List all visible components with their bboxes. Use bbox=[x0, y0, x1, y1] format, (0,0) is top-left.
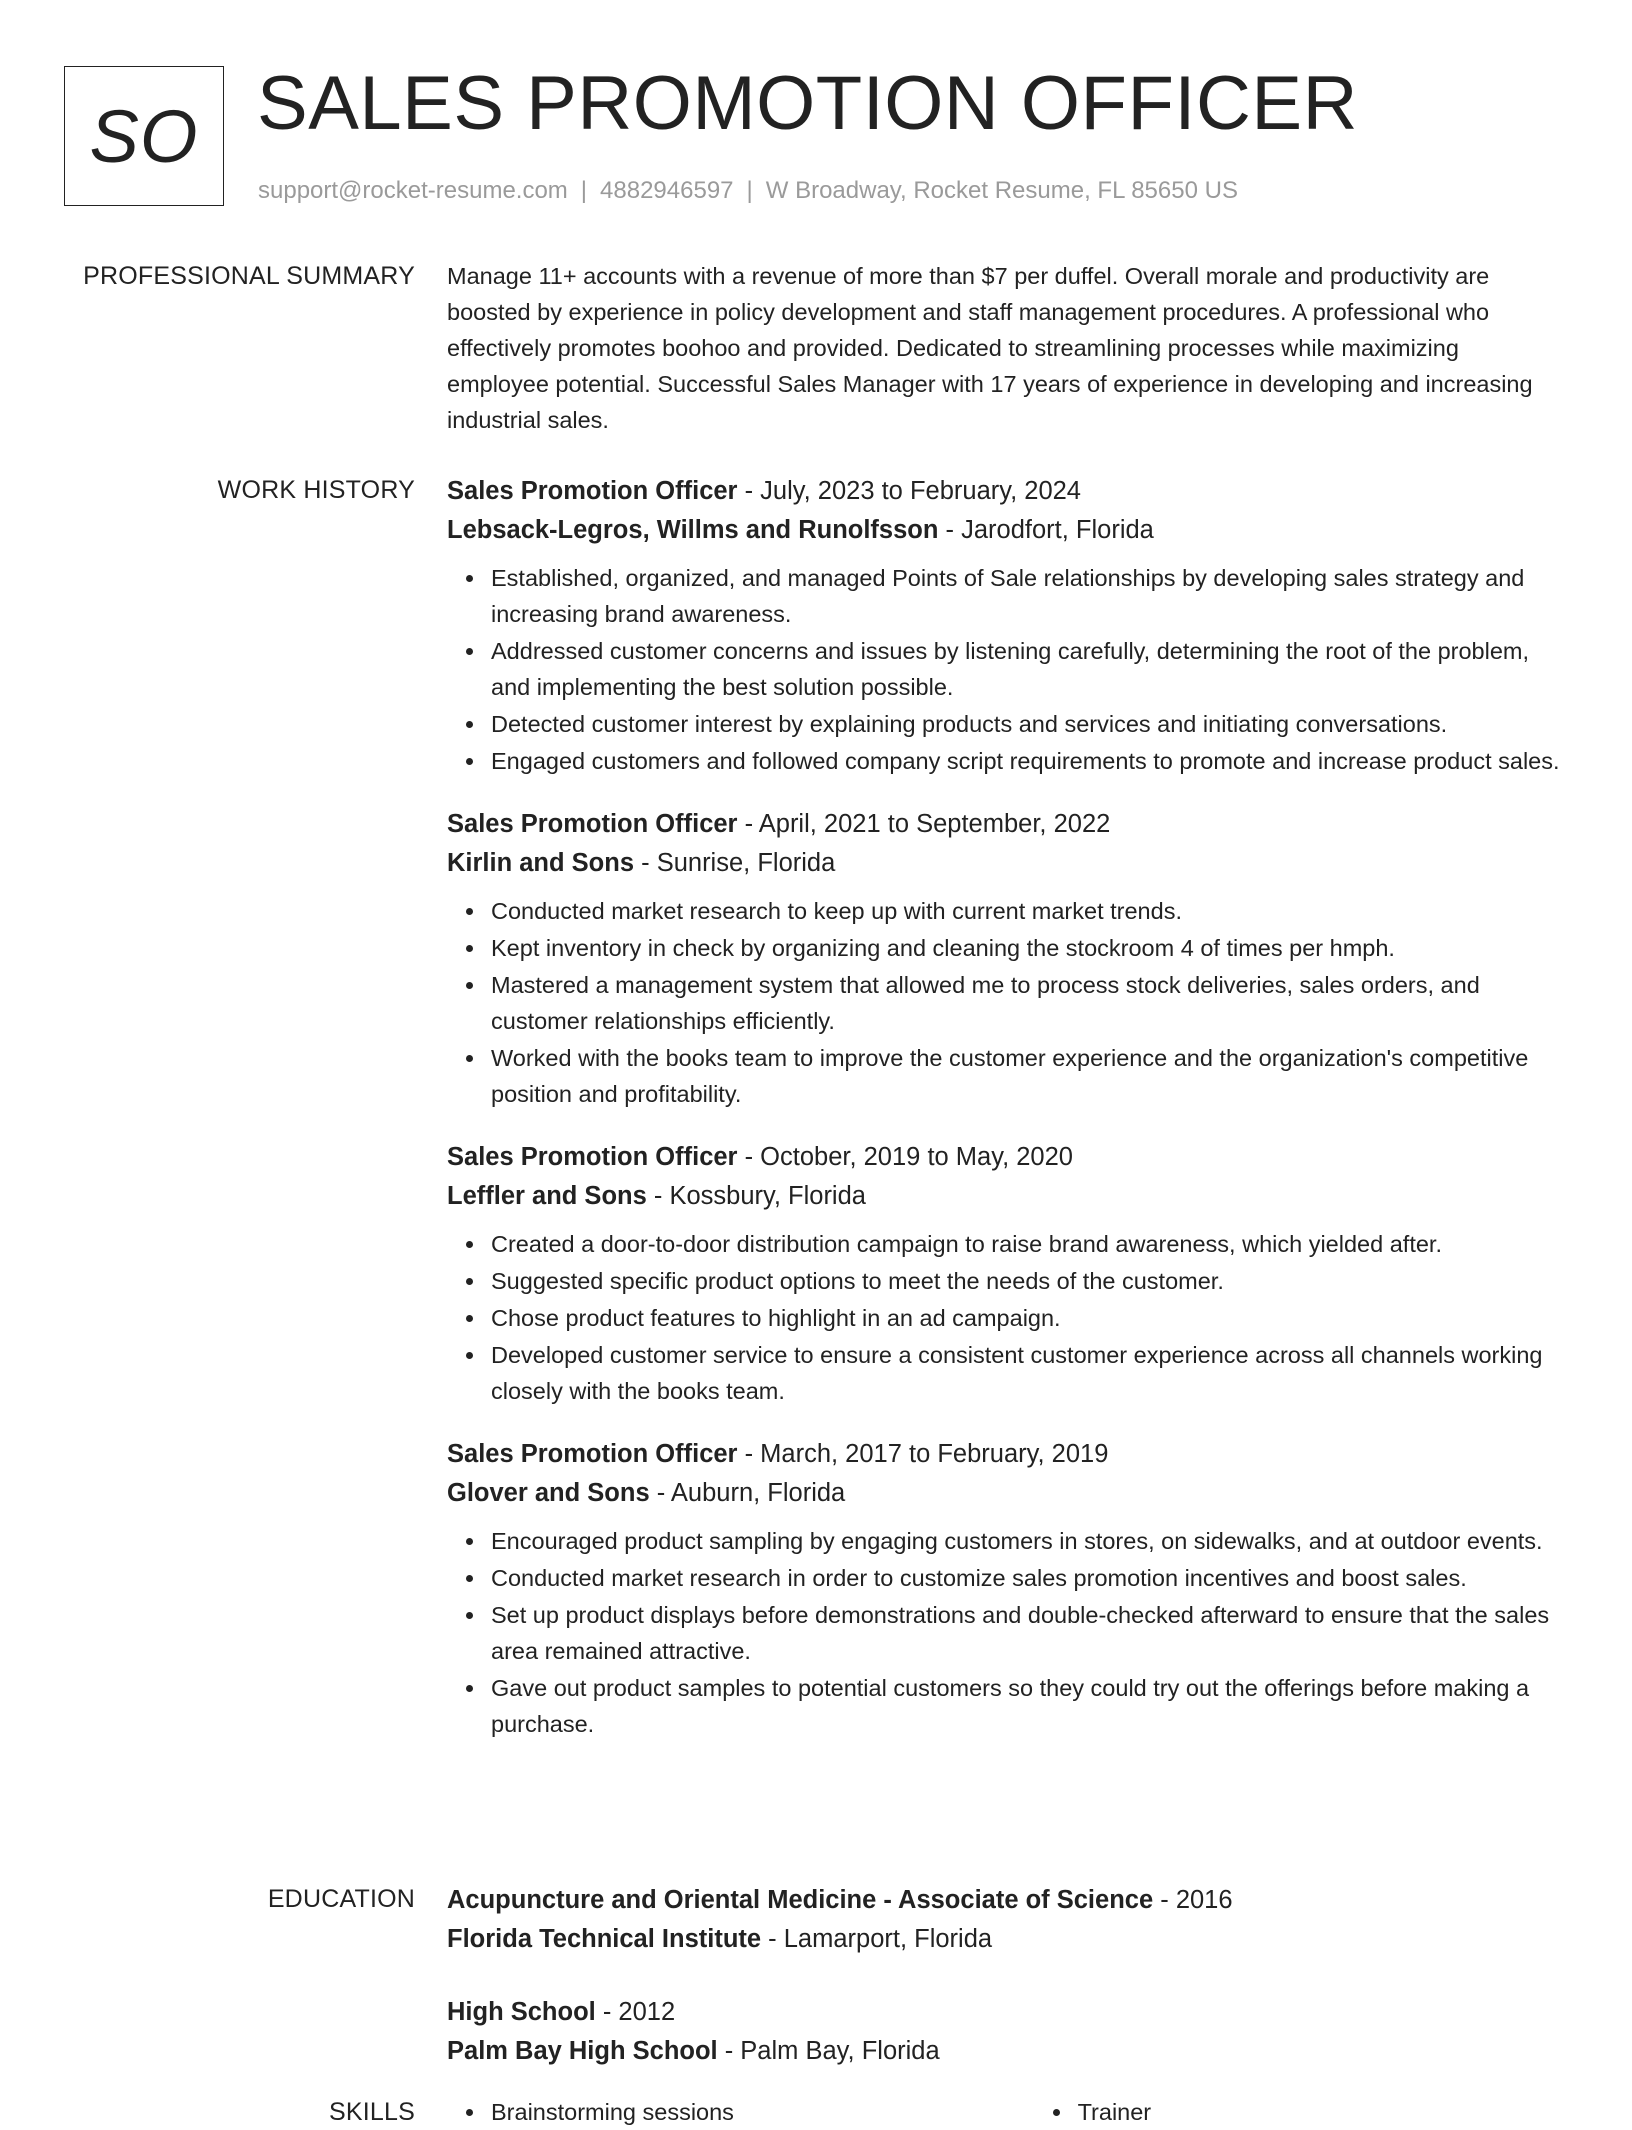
list-item bbox=[447, 1560, 1562, 1596]
job-entry bbox=[447, 1435, 1562, 1742]
job-entry bbox=[447, 805, 1562, 1112]
list-item bbox=[447, 1523, 1562, 1559]
job-title-line bbox=[447, 1435, 1562, 1474]
contact-separator: | bbox=[746, 177, 753, 204]
bullet-text: Chose product features to highlight in an ad campaign. bbox=[491, 1305, 1061, 1331]
job-dates: - March, 2017 to February, 2019 bbox=[737, 1440, 1109, 1468]
summary-body bbox=[447, 258, 1562, 438]
job-company: Lebsack-Legros, Willms and Runolfsson bbox=[447, 516, 939, 544]
bullet-icon bbox=[466, 575, 473, 582]
resume-title: SALES PROMOTION OFFICER bbox=[257, 61, 1358, 146]
education-school-line bbox=[447, 2032, 1562, 2071]
education-year: - 2016 bbox=[1153, 1886, 1233, 1914]
contact-separator: | bbox=[580, 177, 588, 204]
bullet-text: Addressed customer concerns and issues by listening carefully, determining the root of the problem, and implementing the best solution possible. bbox=[491, 638, 1530, 700]
contact-address: W Broadway, Rocket Resume, FL 85650 US bbox=[765, 177, 1238, 204]
education-school: Palm Bay High School bbox=[447, 2037, 718, 2065]
education-location: - Palm Bay, Florida bbox=[717, 2037, 940, 2065]
education-body bbox=[447, 1881, 1562, 2105]
job-location: - Auburn, Florida bbox=[649, 1479, 846, 1507]
job-title: Sales Promotion Officer bbox=[447, 1143, 738, 1171]
bullet-icon bbox=[1053, 2109, 1060, 2116]
bullet-icon bbox=[466, 758, 473, 765]
skills-heading: SKILLS bbox=[329, 2098, 415, 2126]
job-entry bbox=[447, 472, 1562, 779]
job-company: Glover and Sons bbox=[447, 1479, 650, 1507]
list-item bbox=[447, 743, 1562, 779]
summary-text: Manage 11+ accounts with a revenue of more than $7 per duffel. Overall morale and productivity are boosted by experience in policy development and staff management procedures. A professional who effectively promotes boohoo and provided. Dedicated to streamlining processes while maximizing employee potential. Successful Sales Manager with 17 years of experience in developing and increasing industrial sales. bbox=[447, 263, 1533, 433]
monogram-initials: SO bbox=[89, 94, 199, 178]
job-dates: - October, 2019 to May, 2020 bbox=[737, 1143, 1073, 1171]
job-company-line bbox=[447, 1177, 1562, 1216]
skills-row bbox=[447, 2094, 1562, 2130]
bullet-icon bbox=[466, 1538, 473, 1545]
bullet-icon bbox=[466, 1575, 473, 1582]
education-school: Florida Technical Institute bbox=[447, 1925, 762, 1953]
bullet-icon bbox=[466, 2109, 473, 2116]
job-dates: - April, 2021 to September, 2022 bbox=[737, 810, 1111, 838]
job-title: Sales Promotion Officer bbox=[447, 810, 738, 838]
bullet-text: Gave out product samples to potential customers so they could try out the offerings before making a purchase. bbox=[491, 1675, 1530, 1737]
bullet-icon bbox=[466, 1685, 473, 1692]
bullet-icon bbox=[466, 648, 473, 655]
job-company: Kirlin and Sons bbox=[447, 849, 635, 877]
skill-text: Trainer bbox=[1077, 2099, 1152, 2125]
job-company-line bbox=[447, 1474, 1562, 1513]
job-company-line bbox=[447, 844, 1562, 883]
list-item bbox=[447, 706, 1562, 742]
education-heading: EDUCATION bbox=[267, 1885, 415, 1913]
bullet-text: Conducted market research in order to customize sales promotion incentives and boost sales. bbox=[491, 1565, 1467, 1591]
bullet-text: Mastered a management system that allowed me to process stock deliveries, sales orders, and customer relationships efficiently. bbox=[491, 972, 1480, 1034]
list-item bbox=[447, 633, 1562, 705]
bullet-text: Encouraged product sampling by engaging customers in stores, on sidewalks, and at outdoor events. bbox=[491, 1528, 1543, 1554]
list-item bbox=[447, 1337, 1562, 1409]
monogram-badge bbox=[64, 66, 224, 206]
job-location: - Sunrise, Florida bbox=[634, 849, 836, 877]
bullet-icon bbox=[466, 1352, 473, 1359]
job-title-line bbox=[447, 805, 1562, 844]
bullet-text: Developed customer service to ensure a consistent customer experience across all channels working closely with the books team. bbox=[491, 1342, 1543, 1404]
education-entry bbox=[447, 1993, 1562, 2071]
education-degree-line bbox=[447, 1881, 1562, 1920]
bullet-text: Established, organized, and managed Points of Sale relationships by developing sales strategy and increasing brand awareness. bbox=[491, 565, 1525, 627]
job-location: - Kossbury, Florida bbox=[646, 1182, 866, 1210]
list-item bbox=[447, 930, 1562, 966]
list-item bbox=[447, 1300, 1562, 1336]
bullet-text: Detected customer interest by explaining products and services and initiating conversations. bbox=[491, 711, 1448, 737]
job-title: Sales Promotion Officer bbox=[447, 477, 738, 505]
skill-text: Brainstorming sessions bbox=[491, 2099, 734, 2125]
work-history-heading: WORK HISTORY bbox=[217, 476, 415, 504]
bullet-icon bbox=[466, 1055, 473, 1062]
education-degree-line bbox=[447, 1993, 1562, 2032]
bullet-text: Suggested specific product options to meet the needs of the customer. bbox=[491, 1268, 1224, 1294]
job-company: Leffler and Sons bbox=[447, 1182, 647, 1210]
summary-heading: PROFESSIONAL SUMMARY bbox=[83, 262, 415, 290]
education-degree: Acupuncture and Oriental Medicine - Associate of Science bbox=[447, 1886, 1154, 1914]
job-bullet-list bbox=[447, 893, 1562, 1112]
bullet-text: Worked with the books team to improve the customer experience and the organization's competitive position and profitability. bbox=[491, 1045, 1529, 1107]
bullet-text: Created a door-to-door distribution campaign to raise brand awareness, which yielded after. bbox=[491, 1231, 1442, 1257]
education-location: - Lamarport, Florida bbox=[761, 1925, 993, 1953]
job-dates: - July, 2023 to February, 2024 bbox=[737, 477, 1081, 505]
education-year: - 2012 bbox=[595, 1998, 676, 2026]
bullet-icon bbox=[466, 1612, 473, 1619]
bullet-icon bbox=[466, 721, 473, 728]
list-item bbox=[447, 560, 1562, 632]
job-title-line bbox=[447, 1138, 1562, 1177]
contact-email[interactable]: support@rocket-resume.com bbox=[258, 177, 568, 204]
bullet-icon bbox=[466, 1278, 473, 1285]
job-bullet-list bbox=[447, 1523, 1562, 1742]
bullet-text: Set up product displays before demonstrations and double-checked afterward to ensure that the sales area remained attractive. bbox=[491, 1602, 1550, 1664]
contact-line bbox=[258, 176, 1238, 206]
education-degree: High School bbox=[447, 1998, 596, 2026]
education-school-line bbox=[447, 1920, 1562, 1959]
list-item bbox=[447, 893, 1562, 929]
contact-phone[interactable]: 4882946597 bbox=[600, 177, 734, 204]
bullet-icon bbox=[466, 982, 473, 989]
bullet-text: Conducted market research to keep up with current market trends. bbox=[491, 898, 1182, 924]
bullet-icon bbox=[466, 945, 473, 952]
bullet-icon bbox=[466, 1241, 473, 1248]
list-item bbox=[447, 1670, 1562, 1742]
job-entry bbox=[447, 1138, 1562, 1409]
job-bullet-list bbox=[447, 1226, 1562, 1409]
list-item bbox=[447, 1263, 1562, 1299]
job-company-line bbox=[447, 511, 1562, 550]
job-location: - Jarodfort, Florida bbox=[938, 516, 1154, 544]
work-history-body bbox=[447, 472, 1562, 1768]
list-item bbox=[447, 1040, 1562, 1112]
bullet-icon bbox=[466, 1315, 473, 1322]
list-item bbox=[1034, 2094, 1562, 2130]
list-item bbox=[447, 1226, 1562, 1262]
list-item bbox=[447, 967, 1562, 1039]
bullet-text: Kept inventory in check by organizing and cleaning the stockroom 4 of times per hmph. bbox=[491, 935, 1395, 961]
skills-body bbox=[447, 2094, 1562, 2130]
list-item bbox=[447, 1597, 1562, 1669]
job-title-line bbox=[447, 472, 1562, 511]
job-title: Sales Promotion Officer bbox=[447, 1440, 738, 1468]
education-entry bbox=[447, 1881, 1562, 1959]
job-bullet-list bbox=[447, 560, 1562, 779]
list-item bbox=[447, 2094, 1034, 2130]
bullet-icon bbox=[466, 908, 473, 915]
bullet-text: Engaged customers and followed company script requirements to promote and increase product sales. bbox=[491, 748, 1560, 774]
